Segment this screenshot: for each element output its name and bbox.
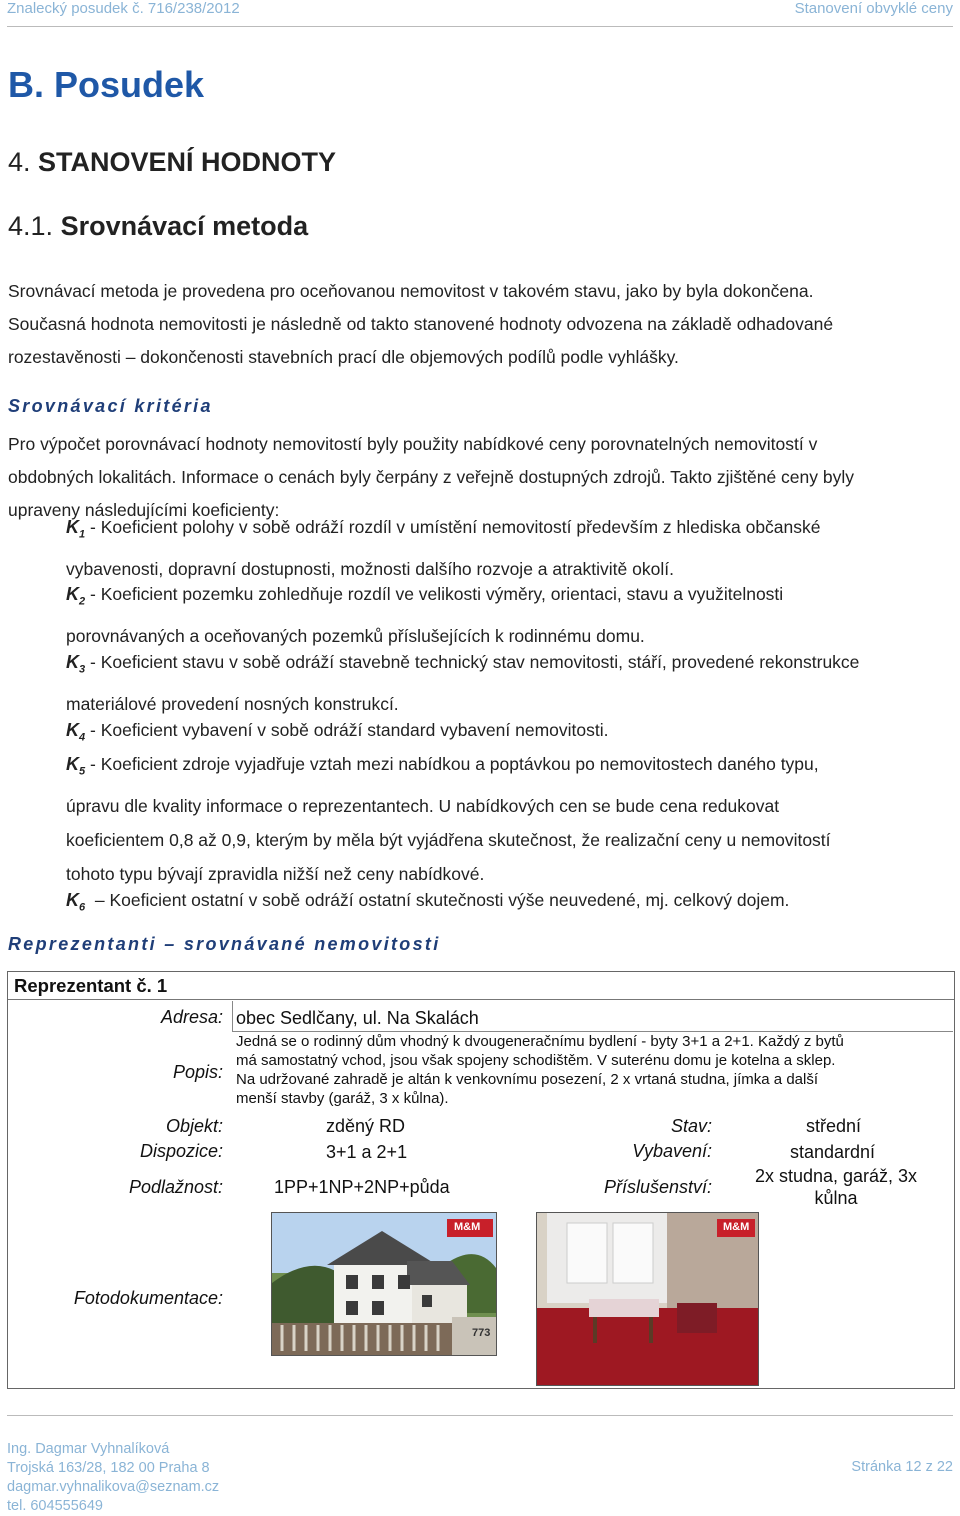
equipment-value: standardní (790, 1142, 876, 1162)
description-label: Popis: (172, 1062, 223, 1082)
footer-contact (7, 1440, 219, 1516)
coef-line: porovnávaných a oceňovaných pozemků příslušejících k rodinnému domu. (66, 625, 645, 646)
floors-value: 1PP+1NP+2NP+půda (274, 1177, 450, 1197)
coef-symbol: K (66, 890, 79, 910)
equipment-label: Vybavení: (632, 1141, 712, 1161)
coefficient-k3 (66, 645, 956, 721)
heading-4-1-text: Srovnávací metoda (60, 211, 309, 241)
coef-line: tohoto typu bývají zpravidla nižší než ceny nabídkové. (66, 863, 485, 884)
page-number: Stránka 12 z 22 (851, 1459, 953, 1475)
coef-line: koeficientem 0,8 až 0,9, kterým by měla být vyjádřena skutečnost, že realizační ceny u nemovitostí (66, 829, 831, 850)
footer-divider (7, 1415, 953, 1416)
object-value: zděný RD (326, 1116, 406, 1136)
intro-paragraph (8, 275, 953, 374)
section-title: B. Posudek (8, 64, 205, 105)
coef-symbol: K (66, 720, 79, 740)
intro-line: rozestavěnosti – dokončenosti stavebních prací dle objemových podílů podle vyhlášky. (8, 347, 679, 367)
photo-interior[interactable] (536, 1212, 759, 1386)
coef-line: – Koeficient ostatní v sobě odráží ostatní skutečnosti výše neuvedené, mj. celkový dojem. (94, 890, 790, 910)
coef-line: - Koeficient zdroje vyjadřuje vztah mezi nabídkou a poptávkou po nemovitostech daného typu, (90, 754, 819, 774)
coefficient-k1 (66, 510, 956, 586)
object-label: Objekt: (165, 1116, 223, 1136)
footer-phone: tel. 604555649 (7, 1498, 103, 1514)
coef-subscript: 1 (79, 528, 86, 541)
representative-divider (8, 999, 954, 1000)
header-divider (7, 26, 953, 27)
photos-label: Fotodokumentace: (73, 1288, 223, 1308)
photo-house-number: 773 (472, 1327, 491, 1339)
description-line: Na udržované zahradě je altán k venkovnímu posezení, 2 x vrtaná studna, jímka a další (236, 1071, 818, 1088)
accessories-line: 2x studna, garáž, 3x (754, 1166, 918, 1186)
house-photo-image (272, 1213, 496, 1355)
heading-4-1-number: 4.1. (8, 211, 54, 241)
coefficient-k5 (66, 747, 956, 891)
condition-value: střední (806, 1116, 862, 1136)
footer-name: Ing. Dagmar Vyhnalíková (7, 1441, 170, 1457)
condition-label: Stav: (670, 1116, 712, 1136)
interior-photo-image (537, 1213, 758, 1385)
layout-label: Dispozice: (139, 1141, 223, 1161)
coefficient-k2 (66, 577, 956, 653)
photo-logo-text: M&M (454, 1221, 481, 1233)
header-section-title: Stanovení obvyklé ceny (794, 0, 953, 17)
coef-symbol: K (66, 754, 79, 774)
coef-subscript: 2 (79, 595, 86, 608)
representative-card (7, 971, 955, 1389)
coef-line: materiálové provedení nosných konstrukcí. (66, 693, 399, 714)
header-doc-title: Znalecký posudek č. 716/238/2012 (7, 0, 240, 17)
criteria-title: Srovnávací kritéria (8, 396, 213, 416)
coef-line: vybavenosti, dopravní dostupnosti, možnosti dalšího rozvoje a atraktivitě okolí. (66, 558, 674, 579)
heading-4-number: 4. (8, 147, 31, 177)
coef-line: - Koeficient pozemku zohledňuje rozdíl ve velikosti výměry, orientaci, stavu a využitelnosti (90, 584, 784, 604)
footer-email[interactable]: dagmar.vyhnalikova@seznam.cz (7, 1479, 220, 1495)
heading-4-text: STANOVENÍ HODNOTY (38, 147, 337, 177)
coefficient-k6 (66, 883, 956, 925)
description-line: Jedná se o rodinný dům vhodný k dvougeneračnímu bydlení - byty 3+1 a 2+1. Každý z bytů (236, 1033, 844, 1050)
accessories-line: kůlna (814, 1188, 858, 1208)
photo-logo-text: M&M (723, 1221, 750, 1233)
coef-line: úpravu dle kvality informace o reprezentantech. U nabídkových cen se bude cena redukovat (66, 795, 780, 816)
floors-label: Podlažnost: (128, 1177, 223, 1197)
footer-address: Trojská 163/28, 182 00 Praha 8 (7, 1460, 210, 1476)
layout-value: 3+1 a 2+1 (326, 1142, 408, 1162)
coef-subscript: 4 (79, 731, 86, 744)
coef-symbol: K (66, 652, 79, 672)
accessories-label: Příslušenství: (603, 1177, 712, 1197)
heading-4-1 (8, 211, 308, 242)
photo-house-exterior[interactable] (271, 1212, 497, 1356)
criteria-line: Pro výpočet porovnávací hodnoty nemovitostí byly použity nabídkové ceny porovnatelných nemovitostí v (8, 434, 818, 454)
coef-symbol: K (66, 517, 79, 537)
intro-line: Současná hodnota nemovitosti je následně od takto stanovené hodnoty odvozena na základě odhadované (8, 314, 834, 334)
coef-line: - Koeficient stavu v sobě odráží stavebně technický stav nemovitosti, stáří, provedené rekonstrukce (90, 652, 860, 672)
coef-symbol: K (66, 584, 79, 604)
criteria-line: upraveny následujícími koeficienty: (8, 500, 280, 520)
coef-line: - Koeficient polohy v sobě odráží rozdíl v umístění nemovitostí především z hlediska občanské (90, 517, 821, 537)
criteria-line: obdobných lokalitách. Informace o cenách byly čerpány z veřejně dostupných zdrojů. Takto zjištěné ceny byly (8, 467, 854, 487)
intro-line: Srovnávací metoda je provedena pro oceňovanou nemovitost v takovém stavu, jako by byla dokončena. (8, 281, 814, 301)
description-line: menší stavby (garáž, 3 x kůlna). (236, 1090, 449, 1107)
page-header (7, 0, 953, 20)
coef-line: - Koeficient vybavení v sobě odráží standard vybavení nemovitosti. (90, 720, 609, 740)
description-value (236, 1032, 952, 1108)
coef-subscript: 3 (79, 663, 86, 676)
coef-subscript: 5 (79, 765, 86, 778)
address-label: Adresa: (160, 1007, 223, 1027)
heading-4 (8, 147, 336, 178)
accessories-value (738, 1165, 934, 1209)
representatives-title: Reprezentanti – srovnávané nemovitosti (8, 934, 441, 954)
address-value: obec Sedlčany, ul. Na Skalách (236, 1008, 479, 1028)
representative-title: Reprezentant č. 1 (14, 975, 168, 996)
description-line: má samostatný vchod, jsou však spojeny schodištěm. V suterénu domu je kotelna a sklep. (236, 1052, 836, 1069)
coef-subscript: 6 (79, 901, 86, 914)
